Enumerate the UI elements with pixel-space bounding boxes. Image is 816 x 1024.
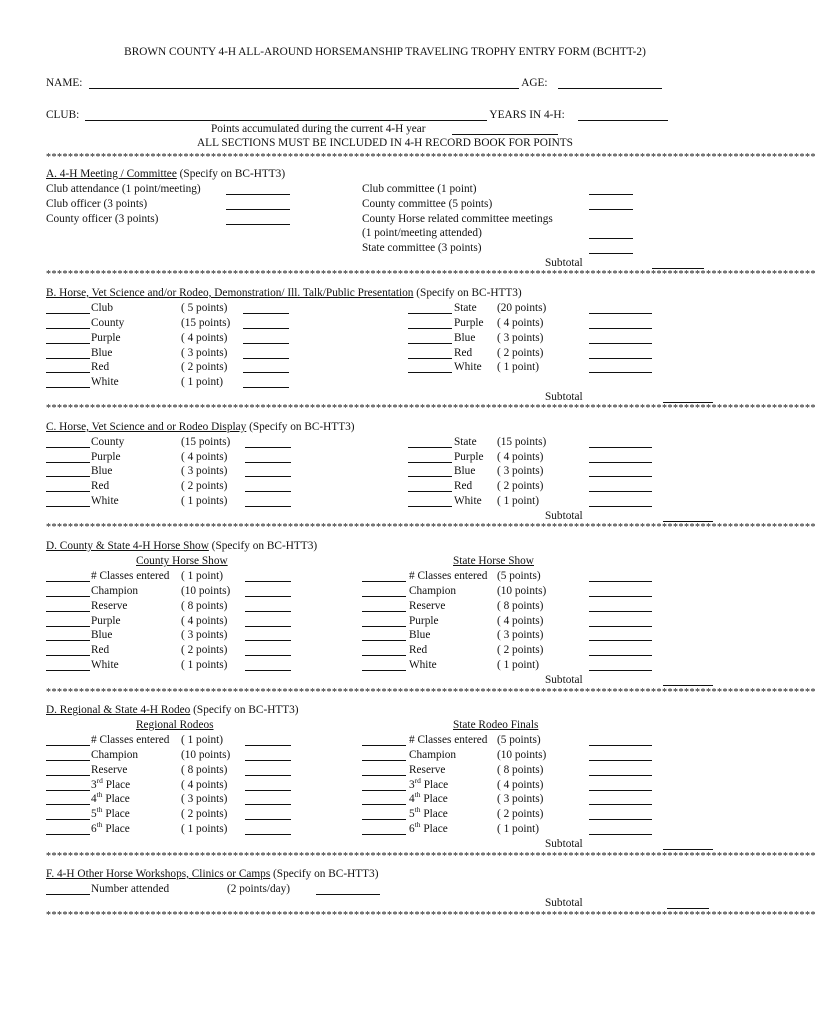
section-title: D. Regional & State 4-H Rodeo — [46, 704, 191, 716]
years-label: YEARS IN 4-H: — [487, 109, 568, 121]
section-d-label: # Classes entered — [91, 570, 170, 582]
entry-blank[interactable] — [46, 358, 90, 359]
section-d-rodeo-points: ( 3 points) — [497, 793, 544, 805]
section-d-rodeo-points: ( 1 points) — [181, 823, 228, 835]
entry-blank[interactable] — [589, 253, 633, 254]
regional-rodeos-heading: Regional Rodeos — [136, 719, 214, 731]
entry-blank[interactable] — [408, 343, 452, 344]
section-b-label: Club — [91, 302, 113, 314]
section-d-rodeo-label: 6th Place — [409, 820, 448, 835]
subtotal-label: Subtotal — [545, 510, 583, 522]
section-title: D. County & State 4-H Horse Show — [46, 540, 209, 552]
section-d-rodeo-points: ( 4 points) — [181, 779, 228, 791]
section-b-points: ( 2 points) — [497, 347, 544, 359]
state-horse-show-heading: State Horse Show — [453, 555, 534, 567]
section-c-label: Red — [454, 480, 473, 492]
entry-blank[interactable] — [589, 238, 633, 239]
section-d-rodeo-label: Champion — [91, 749, 139, 761]
entry-blank[interactable] — [362, 745, 406, 746]
entry-blank[interactable] — [362, 670, 406, 671]
entry-blank[interactable] — [245, 626, 291, 627]
section-b-label: White — [454, 361, 482, 373]
section-d-rodeo-points: ( 3 points) — [181, 793, 228, 805]
section-b-points: ( 1 point) — [497, 361, 540, 373]
section-d-label: Champion — [409, 585, 457, 597]
section-c-points: ( 1 point) — [497, 495, 540, 507]
entry-blank[interactable] — [362, 581, 406, 582]
section-a-item: County Horse related committee meetings — [362, 213, 553, 225]
section-d-rodeo-label: Champion — [409, 749, 457, 761]
entry-blank[interactable] — [362, 790, 406, 791]
entry-blank[interactable] — [226, 209, 290, 210]
section-c-points: (15 points) — [181, 436, 231, 448]
entry-blank[interactable] — [243, 328, 289, 329]
subtotal-label: Subtotal — [545, 838, 583, 850]
entry-blank[interactable] — [245, 640, 291, 641]
entry-blank[interactable] — [46, 611, 90, 612]
entry-blank[interactable] — [46, 313, 90, 314]
specify-note: (Specify on BC-HTT3) — [208, 540, 318, 552]
entry-blank[interactable] — [408, 358, 452, 359]
entry-blank[interactable] — [245, 462, 291, 463]
entry-blank[interactable] — [46, 775, 90, 776]
section-divider: ******************************************************************************************************************************************** — [46, 851, 816, 862]
entry-blank[interactable] — [589, 462, 652, 463]
section-b-heading — [46, 286, 522, 300]
entry-blank[interactable] — [589, 313, 652, 314]
entry-blank[interactable] — [245, 834, 291, 835]
section-a-item: Club committee (1 point) — [362, 183, 477, 195]
section-d-points: ( 1 point) — [181, 570, 224, 582]
section-c-label: White — [91, 495, 119, 507]
entry-blank[interactable] — [408, 372, 452, 373]
entry-blank[interactable] — [46, 760, 90, 761]
section-d-label: White — [91, 659, 119, 671]
section-b-label: Red — [91, 361, 110, 373]
section-d-rodeo-points: ( 4 points) — [497, 779, 544, 791]
entry-blank[interactable] — [408, 506, 452, 507]
section-d-label: Purple — [91, 615, 121, 627]
section-c-points: ( 2 points) — [497, 480, 544, 492]
section-f-points: (2 points/day) — [227, 883, 291, 895]
entry-blank[interactable] — [408, 447, 452, 448]
entry-blank[interactable] — [589, 670, 652, 671]
section-d-points: ( 2 points) — [497, 644, 544, 656]
section-d-points: ( 4 points) — [181, 615, 228, 627]
entry-blank[interactable] — [245, 506, 291, 507]
section-b-label: Blue — [91, 347, 113, 359]
entry-blank[interactable] — [46, 670, 90, 671]
specify-note: (Specify on BC-HTT3) — [413, 287, 522, 299]
section-c-heading — [46, 420, 355, 434]
entry-blank[interactable] — [362, 626, 406, 627]
section-title: F. 4-H Other Horse Workshops, Clinics or Camps — [46, 868, 271, 880]
entry-blank[interactable] — [589, 760, 652, 761]
specify-note: (Specify on BC-HTT3) — [176, 168, 286, 180]
section-c-label: Purple — [454, 451, 484, 463]
section-d-label: Purple — [409, 615, 439, 627]
entry-blank[interactable] — [316, 894, 380, 895]
points-current-label: Points accumulated during the current 4-H year — [211, 123, 426, 135]
entry-blank[interactable] — [46, 804, 90, 805]
entry-blank[interactable] — [46, 790, 90, 791]
age-label: AGE: — [519, 77, 548, 89]
section-d-rodeo-label: 4th Place — [91, 790, 130, 805]
entry-blank[interactable] — [589, 611, 652, 612]
state-rodeo-finals-heading: State Rodeo Finals — [453, 719, 539, 731]
entry-blank[interactable] — [46, 328, 90, 329]
section-d-rodeo-label: 5th Place — [91, 805, 130, 820]
county-horse-show-heading: County Horse Show — [136, 555, 228, 567]
section-c-label: White — [454, 495, 482, 507]
entry-blank[interactable] — [46, 596, 90, 597]
entry-blank[interactable] — [46, 894, 90, 895]
section-d-label: White — [409, 659, 437, 671]
entry-blank[interactable] — [46, 626, 90, 627]
section-a-heading — [46, 167, 285, 181]
section-b-points: ( 1 point) — [181, 376, 224, 388]
section-title: C. Horse, Vet Science and or Rodeo Display — [46, 421, 247, 433]
section-d-points: (10 points) — [181, 585, 231, 597]
section-d-points: ( 2 points) — [181, 644, 228, 656]
entry-blank[interactable] — [243, 387, 289, 388]
form-title: BROWN COUNTY 4-H ALL-AROUND HORSEMANSHIP TRAVELING TROPHY ENTRY FORM (BCHTT-2) — [124, 46, 646, 58]
section-c-points: ( 3 points) — [497, 465, 544, 477]
section-c-points: ( 2 points) — [181, 480, 228, 492]
entry-blank[interactable] — [408, 491, 452, 492]
section-b-label: County — [91, 317, 125, 329]
section-b-label: State — [454, 302, 477, 314]
specify-note: (Specify on BC-HTT3) — [246, 421, 355, 433]
entry-blank[interactable] — [46, 581, 90, 582]
section-f-heading — [46, 867, 378, 881]
specify-note: (Specify on BC-HTT3) — [270, 868, 379, 880]
entry-blank[interactable] — [589, 775, 652, 776]
section-d-rodeo-points: ( 8 points) — [181, 764, 228, 776]
section-a-item: (1 point/meeting attended) — [362, 227, 482, 239]
entry-blank[interactable] — [245, 447, 291, 448]
entry-blank[interactable] — [245, 804, 291, 805]
entry-blank[interactable] — [589, 209, 633, 210]
section-d-rodeo-points: (5 points) — [497, 734, 541, 746]
age-field[interactable] — [558, 88, 662, 89]
section-d-label: # Classes entered — [409, 570, 488, 582]
section-c-points: ( 1 points) — [181, 495, 228, 507]
section-d-label: Blue — [409, 629, 431, 641]
section-d-rodeo-points: ( 1 point) — [497, 823, 540, 835]
section-a-item: County committee (5 points) — [362, 198, 493, 210]
entry-blank[interactable] — [245, 581, 291, 582]
entry-blank[interactable] — [46, 491, 90, 492]
entry-blank[interactable] — [589, 655, 652, 656]
section-b-label: White — [91, 376, 119, 388]
entry-blank[interactable] — [46, 834, 90, 835]
section-d-points: ( 3 points) — [497, 629, 544, 641]
entry-blank[interactable] — [362, 834, 406, 835]
entry-blank[interactable] — [589, 328, 652, 329]
section-b-points: ( 3 points) — [497, 332, 544, 344]
entry-blank[interactable] — [243, 358, 289, 359]
entry-blank[interactable] — [362, 819, 406, 820]
entry-blank[interactable] — [589, 447, 652, 448]
section-b-points: (20 points) — [497, 302, 547, 314]
section-d-rodeo-heading — [46, 703, 299, 717]
section-divider: ******************************************************************************************************************************************** — [46, 522, 816, 533]
section-b-points: ( 3 points) — [181, 347, 228, 359]
entry-blank[interactable] — [362, 611, 406, 612]
entry-blank[interactable] — [589, 491, 652, 492]
section-divider: ******************************************************************************************************************************************** — [46, 269, 816, 280]
section-b-points: (15 points) — [181, 317, 231, 329]
entry-blank[interactable] — [46, 745, 90, 746]
section-d-rodeo-label: 6th Place — [91, 820, 130, 835]
section-c-label: Red — [91, 480, 110, 492]
entry-blank[interactable] — [46, 462, 90, 463]
subtotal-label: Subtotal — [545, 674, 583, 686]
subtotal-label: Subtotal — [545, 897, 583, 909]
entry-blank[interactable] — [46, 387, 90, 388]
club-field[interactable] — [85, 120, 487, 121]
entry-blank[interactable] — [245, 611, 291, 612]
entry-blank[interactable] — [589, 819, 652, 820]
section-divider: ******************************************************************************************************************************************** — [46, 910, 816, 921]
section-d-show-heading — [46, 539, 317, 553]
entry-blank[interactable] — [362, 640, 406, 641]
section-d-label: Champion — [91, 585, 139, 597]
section-d-rodeo-points: ( 2 points) — [497, 808, 544, 820]
section-f-label: Number attended — [91, 883, 170, 895]
section-title: B. Horse, Vet Science and/or Rodeo, Demonstration/ Ill. Talk/Public Presentation — [46, 287, 414, 299]
entry-blank[interactable] — [245, 670, 291, 671]
section-d-points: ( 3 points) — [181, 629, 228, 641]
section-b-points: ( 4 points) — [181, 332, 228, 344]
specify-note: (Specify on BC-HTT3) — [190, 704, 299, 716]
entry-blank[interactable] — [408, 328, 452, 329]
entry-blank[interactable] — [46, 372, 90, 373]
section-b-label: Blue — [454, 332, 476, 344]
entry-blank[interactable] — [243, 313, 289, 314]
entry-blank[interactable] — [245, 596, 291, 597]
entry-blank[interactable] — [589, 640, 652, 641]
section-c-points: ( 4 points) — [181, 451, 228, 463]
section-b-label: Purple — [454, 317, 484, 329]
section-a-item: Club attendance (1 point/meeting) — [46, 183, 201, 195]
section-d-rodeo-label: Reserve — [91, 764, 128, 776]
name-label: NAME: — [46, 77, 86, 89]
entry-blank[interactable] — [589, 804, 652, 805]
section-d-points: ( 1 points) — [181, 659, 228, 671]
section-d-points: ( 8 points) — [497, 600, 544, 612]
section-d-points: (10 points) — [497, 585, 547, 597]
subtotal-label: Subtotal — [545, 391, 583, 403]
section-c-points: (15 points) — [497, 436, 547, 448]
entry-blank[interactable] — [46, 447, 90, 448]
section-d-label: Blue — [91, 629, 113, 641]
section-c-label: Blue — [91, 465, 113, 477]
subtotal-label: Subtotal — [545, 257, 583, 269]
entry-blank[interactable] — [589, 834, 652, 835]
entry-blank[interactable] — [589, 194, 633, 195]
entry-blank[interactable] — [46, 819, 90, 820]
section-b-points: ( 2 points) — [181, 361, 228, 373]
entry-blank[interactable] — [408, 313, 452, 314]
entry-blank[interactable] — [589, 343, 652, 344]
entry-blank[interactable] — [226, 224, 290, 225]
entry-blank[interactable] — [243, 372, 289, 373]
entry-blank[interactable] — [589, 506, 652, 507]
section-c-label: Purple — [91, 451, 121, 463]
section-d-rodeo-label: # Classes entered — [409, 734, 488, 746]
entry-blank[interactable] — [589, 626, 652, 627]
section-d-label: Red — [91, 644, 110, 656]
section-b-label: Red — [454, 347, 473, 359]
entry-blank[interactable] — [408, 462, 452, 463]
section-c-label: County — [91, 436, 125, 448]
entry-blank[interactable] — [245, 760, 291, 761]
entry-blank[interactable] — [589, 372, 652, 373]
section-d-points: ( 8 points) — [181, 600, 228, 612]
name-field[interactable] — [89, 88, 519, 89]
section-d-label: Reserve — [91, 600, 128, 612]
entry-blank[interactable] — [589, 476, 652, 477]
points-current-field[interactable] — [452, 134, 558, 135]
entry-blank[interactable] — [362, 596, 406, 597]
entry-blank[interactable] — [589, 745, 652, 746]
section-d-rodeo-label: # Classes entered — [91, 734, 170, 746]
entry-blank[interactable] — [46, 655, 90, 656]
section-d-label: Reserve — [409, 600, 446, 612]
entry-blank[interactable] — [362, 804, 406, 805]
section-d-label: Red — [409, 644, 428, 656]
years-field[interactable] — [578, 120, 668, 121]
section-divider: ******************************************************************************************************************************************** — [46, 403, 816, 414]
entry-blank[interactable] — [226, 194, 290, 195]
section-d-rodeo-points: ( 1 point) — [181, 734, 224, 746]
section-c-points: ( 3 points) — [181, 465, 228, 477]
section-b-points: ( 5 points) — [181, 302, 228, 314]
entry-blank[interactable] — [46, 476, 90, 477]
club-label: CLUB: — [46, 109, 83, 121]
entry-blank[interactable] — [245, 476, 291, 477]
section-a-item: State committee (3 points) — [362, 242, 482, 254]
section-d-rodeo-points: ( 8 points) — [497, 764, 544, 776]
section-d-points: (5 points) — [497, 570, 541, 582]
entry-blank[interactable] — [46, 506, 90, 507]
entry-blank[interactable] — [589, 790, 652, 791]
entry-blank[interactable] — [589, 358, 652, 359]
section-divider: ******************************************************************************************************************************************** — [46, 152, 816, 163]
entry-blank[interactable] — [362, 775, 406, 776]
section-b-label: Purple — [91, 332, 121, 344]
entry-blank[interactable] — [46, 640, 90, 641]
section-d-rodeo-label: 3rd Place — [409, 776, 449, 791]
entry-blank[interactable] — [245, 655, 291, 656]
entry-blank[interactable] — [245, 790, 291, 791]
section-d-rodeo-label: 3rd Place — [91, 776, 131, 791]
section-d-rodeo-points: ( 2 points) — [181, 808, 228, 820]
section-d-points: ( 4 points) — [497, 615, 544, 627]
section-d-rodeo-label: 4th Place — [409, 790, 448, 805]
entry-blank[interactable] — [245, 819, 291, 820]
entry-blank[interactable] — [245, 775, 291, 776]
section-b-points: ( 4 points) — [497, 317, 544, 329]
section-a-item: Club officer (3 points) — [46, 198, 148, 210]
section-d-rodeo-points: (10 points) — [497, 749, 547, 761]
section-d-points: ( 1 point) — [497, 659, 540, 671]
section-d-rodeo-label: 5th Place — [409, 805, 448, 820]
entry-blank[interactable] — [245, 491, 291, 492]
entry-blank[interactable] — [589, 596, 652, 597]
section-divider: ******************************************************************************************************************************************** — [46, 687, 816, 698]
entry-blank[interactable] — [245, 745, 291, 746]
entry-blank[interactable] — [243, 343, 289, 344]
entry-blank[interactable] — [408, 476, 452, 477]
section-c-points: ( 4 points) — [497, 451, 544, 463]
entry-blank[interactable] — [46, 343, 90, 344]
all-sections-notice: ALL SECTIONS MUST BE INCLUDED IN 4-H RECORD BOOK FOR POINTS — [197, 137, 573, 149]
section-d-rodeo-label: Reserve — [409, 764, 446, 776]
section-c-label: Blue — [454, 465, 476, 477]
entry-blank[interactable] — [362, 760, 406, 761]
entry-blank[interactable] — [589, 581, 652, 582]
section-a-item: County officer (3 points) — [46, 213, 159, 225]
section-c-label: State — [454, 436, 477, 448]
entry-blank[interactable] — [362, 655, 406, 656]
section-title: A. 4-H Meeting / Committee — [46, 168, 177, 180]
section-d-rodeo-points: (10 points) — [181, 749, 231, 761]
